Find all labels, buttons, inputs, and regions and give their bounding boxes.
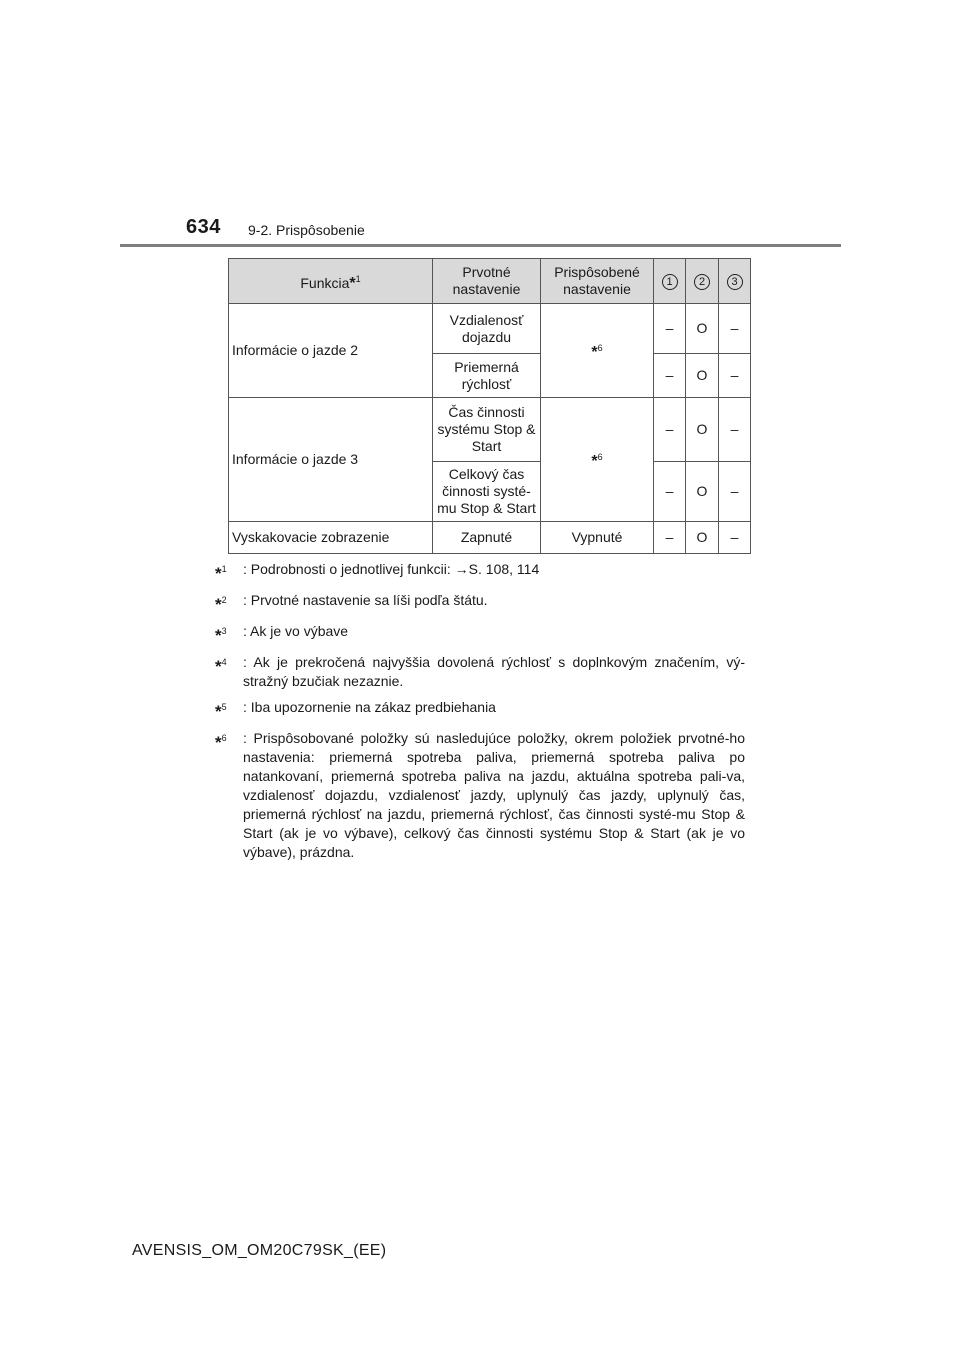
- circle-3-icon: 3: [727, 274, 743, 290]
- header-circle-2: [686, 259, 719, 304]
- row-default: Zapnuté: [433, 522, 541, 554]
- table-row: [229, 522, 751, 554]
- mark-cell: –: [719, 354, 751, 398]
- header-circle-3: [719, 259, 751, 304]
- row-default: Celkový čas činnosti systé-mu Stop & Start: [433, 462, 541, 522]
- row-function: Informácie o jazde 3: [229, 398, 433, 522]
- footnote: *$^5$ : Iba upozornenie na zákaz predbiehania: [215, 699, 496, 721]
- mark-cell: O: [686, 522, 719, 554]
- mark-cell: –: [719, 522, 751, 554]
- mark-cell: O: [686, 462, 719, 522]
- mark-cell: O: [686, 354, 719, 398]
- row-default: Čas činnosti systému Stop & Start: [433, 398, 541, 462]
- mark-cell: –: [719, 462, 751, 522]
- circle-1-icon: 1: [662, 274, 678, 290]
- mark-cell: O: [686, 398, 719, 462]
- mark-cell: –: [654, 304, 686, 354]
- mark-cell: –: [654, 354, 686, 398]
- mark-cell: –: [654, 522, 686, 554]
- table-row: [229, 398, 751, 462]
- footnote: *$^2$ : Prvotné nastavenie sa líši podľa štátu.: [215, 592, 488, 614]
- header-rule: [120, 244, 841, 247]
- footnote: *$^3$ : Ak je vo výbave: [215, 623, 349, 645]
- mark-cell: O: [686, 304, 719, 354]
- mark-cell: –: [654, 462, 686, 522]
- footnote: *$^1$ : Podrobnosti o jednotlivej funkcii: →S. 108, 114: [215, 561, 540, 583]
- customization-table: [228, 258, 751, 554]
- circle-2-icon: 2: [694, 274, 710, 290]
- row-function: Informácie o jazde 2: [229, 304, 433, 398]
- row-custom-ref: *$^6$: [541, 304, 654, 398]
- mark-cell: –: [719, 304, 751, 354]
- row-custom: Vypnuté: [541, 522, 654, 554]
- mark-cell: –: [719, 398, 751, 462]
- footnote: *$^6$ : Prispôsobované položky sú nasledujúce položky, okrem položiek prvotné-ho nastavenia: priemerná spotreba paliva, priemerná spotreba paliva po natankovaní, priemerná spotreba paliva na jazdu, aktuálna spotreba pali-va, vzdialenosť dojazdu, vzdialenosť jazdy, uplynulý čas jazdy, uplynulý čas, priemerná rýchlosť na jazdu, priemerná rýchlosť, čas činnosti systé-mu Stop & Start (ak je vo výbave), celkový čas činnosti systému Stop & Start (ak je vo výbave), prázdna.: [215, 730, 745, 860]
- header-circle-1: [654, 259, 686, 304]
- table-row: [229, 304, 751, 354]
- page-number: 634: [186, 216, 221, 238]
- mark-cell: –: [654, 398, 686, 462]
- row-custom-ref: *$^6$: [541, 398, 654, 522]
- row-default: Vzdialenosť dojazdu: [433, 304, 541, 354]
- footnote: *$^4$ : Ak je prekročená najvyššia dovolená rýchlosť s doplnkovým značením, vý-stražný bzučiak nezaznie.: [215, 654, 745, 689]
- row-default: Priemerná rýchlosť: [433, 354, 541, 398]
- section-title: 9-2. Prispôsobenie: [248, 222, 365, 238]
- document-code: AVENSIS_OM_OM20C79SK_(EE): [132, 1242, 387, 1259]
- header-function: Funkcia*$^1$: [229, 259, 433, 304]
- header-default: Prvotné nastavenie: [433, 259, 541, 304]
- table-header-row: [229, 259, 751, 304]
- footnotes: [215, 560, 745, 869]
- header-custom: Prispôsobené nastavenie: [541, 259, 654, 304]
- row-function: Vyskakovacie zobrazenie: [229, 522, 433, 554]
